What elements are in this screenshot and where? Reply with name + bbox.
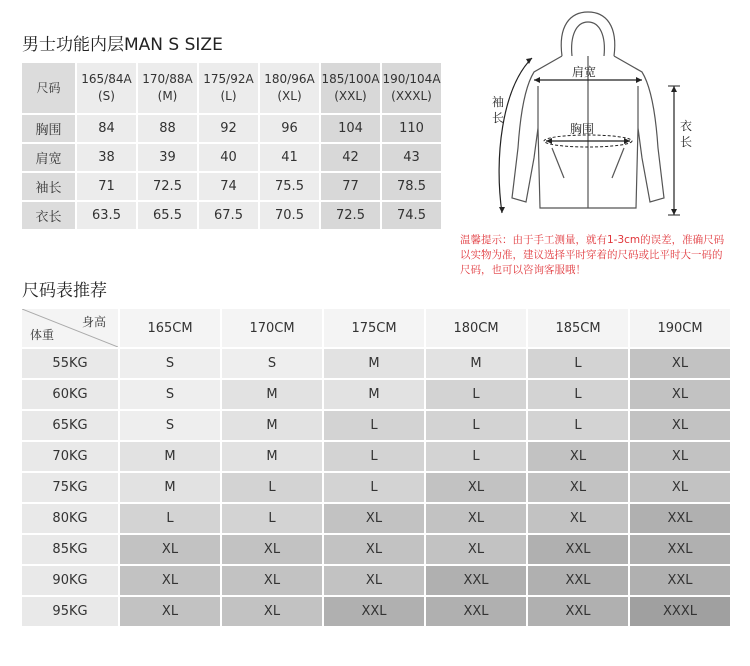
measurement-cell: 84	[77, 115, 136, 142]
chest-label: 胸围	[570, 122, 595, 136]
recommended-size-cell: XL	[426, 473, 526, 502]
recommended-size-cell: M	[120, 473, 220, 502]
weight-row	[22, 349, 730, 378]
recommended-size-cell: XL	[324, 504, 424, 533]
length-label-1: 衣	[680, 119, 693, 133]
size-column-header	[138, 63, 197, 113]
recommended-size-cell: XXL	[528, 597, 628, 626]
recommended-size-cell: XXL	[426, 597, 526, 626]
size-column-header	[77, 63, 136, 113]
measurement-cell: 78.5	[382, 173, 441, 200]
recommended-size-cell: L	[120, 504, 220, 533]
size-label: 170/88A	[142, 72, 193, 86]
recommended-size-cell: XL	[630, 442, 730, 471]
recommended-size-cell: XXL	[528, 535, 628, 564]
measurement-row-sleeve	[22, 173, 441, 200]
recommended-size-cell: L	[528, 349, 628, 378]
measurement-row-length	[22, 202, 441, 229]
recommended-size-cell: L	[426, 411, 526, 440]
measurement-cell: 65.5	[138, 202, 197, 229]
measurement-cell: 96	[260, 115, 319, 142]
measurement-cell: 63.5	[77, 202, 136, 229]
measurement-row-chest	[22, 115, 441, 142]
row-label: 肩宽	[22, 144, 75, 171]
measurement-cell: 67.5	[199, 202, 258, 229]
recommended-size-cell: XL	[630, 349, 730, 378]
recommended-size-cell: M	[426, 349, 526, 378]
length-label-2: 长	[680, 135, 693, 149]
jacket-measurement-diagram	[484, 8, 722, 223]
recommended-size-cell: L	[324, 442, 424, 471]
sleeve-label-1: 袖	[492, 95, 505, 109]
size-column-header	[382, 63, 441, 113]
height-header: 165CM	[120, 309, 220, 347]
weight-label: 75KG	[22, 473, 118, 502]
measurement-cell: 41	[260, 144, 319, 171]
measurement-cell: 70.5	[260, 202, 319, 229]
size-code: (M)	[157, 89, 178, 103]
recommended-size-cell: XXL	[630, 535, 730, 564]
recommended-size-cell: S	[120, 380, 220, 409]
row-label: 衣长	[22, 202, 75, 229]
weight-label: 95KG	[22, 597, 118, 626]
measurement-cell: 71	[77, 173, 136, 200]
size-column-header	[199, 63, 258, 113]
size-code: (S)	[98, 89, 115, 103]
measurement-cell: 75.5	[260, 173, 319, 200]
recommended-size-cell: M	[324, 349, 424, 378]
measurement-cell: 42	[321, 144, 380, 171]
recommended-size-cell: XL	[528, 504, 628, 533]
recommended-size-cell: XXL	[426, 566, 526, 595]
weight-row	[22, 597, 730, 626]
size-recommendation-table	[20, 307, 732, 628]
recommended-size-cell: L	[324, 411, 424, 440]
measurement-cell: 110	[382, 115, 441, 142]
size-chart-title: 男士功能内层MAN S SIZE	[22, 35, 223, 55]
recommended-size-cell: L	[426, 442, 526, 471]
recommended-size-cell: M	[324, 380, 424, 409]
weight-label: 55KG	[22, 349, 118, 378]
recommended-size-cell: S	[222, 349, 322, 378]
recommended-size-cell: XL	[222, 597, 322, 626]
size-column-header	[260, 63, 319, 113]
recommended-size-cell: L	[222, 473, 322, 502]
recommended-size-cell: XL	[120, 535, 220, 564]
weight-row	[22, 566, 730, 595]
weight-row	[22, 411, 730, 440]
size-label: 175/92A	[203, 72, 254, 86]
measurement-cell: 39	[138, 144, 197, 171]
size-chart-header-row	[22, 63, 441, 113]
recommended-size-cell: XL	[324, 566, 424, 595]
recommended-size-cell: XXL	[324, 597, 424, 626]
height-axis-label: 身高	[81, 315, 106, 329]
recommended-size-cell: XXL	[630, 566, 730, 595]
size-code: (XXXL)	[391, 89, 432, 103]
measurement-cell: 104	[321, 115, 380, 142]
recommended-size-cell: L	[426, 380, 526, 409]
size-label: 185/100A	[321, 72, 380, 86]
measurement-cell: 72.5	[321, 202, 380, 229]
measurement-cell: 88	[138, 115, 197, 142]
measurement-note: 温馨提示：由于手工测量，就有1-3cm的误差，准确尺码以实物为准，建议选择平时穿着的尺码或比平时大一码的尺码，也可以咨询客服哦！	[460, 234, 725, 276]
measurement-cell: 77	[321, 173, 380, 200]
sleeve-label-2: 长	[492, 111, 505, 125]
weight-row	[22, 535, 730, 564]
weight-row	[22, 504, 730, 533]
jacket-outline-icon	[512, 12, 664, 208]
recommended-size-cell: XXL	[630, 504, 730, 533]
corner-cell	[22, 309, 118, 347]
measurement-cell: 43	[382, 144, 441, 171]
weight-row	[22, 442, 730, 471]
row-label: 袖长	[22, 173, 75, 200]
height-header: 180CM	[426, 309, 526, 347]
shoulder-label: 肩宽	[572, 65, 597, 79]
measurement-cell: 74	[199, 173, 258, 200]
size-label: 180/96A	[264, 72, 315, 86]
recommended-size-cell: S	[120, 349, 220, 378]
recommended-size-cell: XL	[120, 566, 220, 595]
recommended-size-cell: XL	[222, 566, 322, 595]
recommended-size-cell: XL	[222, 535, 322, 564]
measurement-cell: 74.5	[382, 202, 441, 229]
recommended-size-cell: S	[120, 411, 220, 440]
recommended-size-cell: M	[222, 442, 322, 471]
weight-label: 90KG	[22, 566, 118, 595]
height-header: 175CM	[324, 309, 424, 347]
recommended-size-cell: M	[120, 442, 220, 471]
size-header-label: 尺码	[22, 63, 75, 113]
recommended-size-cell: XL	[324, 535, 424, 564]
recommended-size-cell: XXXL	[630, 597, 730, 626]
size-code: (L)	[220, 89, 237, 103]
size-label: 190/104A	[382, 72, 441, 86]
recommended-size-cell: L	[528, 411, 628, 440]
size-chart-table	[20, 61, 443, 231]
measurement-cell: 40	[199, 144, 258, 171]
recommended-size-cell: L	[222, 504, 322, 533]
recommended-size-cell: XL	[528, 442, 628, 471]
sleeve-arrow-icon	[499, 58, 532, 213]
recommended-size-cell: M	[222, 380, 322, 409]
recommended-size-cell: XL	[630, 411, 730, 440]
weight-label: 70KG	[22, 442, 118, 471]
height-header: 190CM	[630, 309, 730, 347]
measurement-cell: 72.5	[138, 173, 197, 200]
measurement-cell: 92	[199, 115, 258, 142]
weight-label: 60KG	[22, 380, 118, 409]
measurement-row-shoulder	[22, 144, 441, 171]
recommended-size-cell: L	[324, 473, 424, 502]
weight-row	[22, 473, 730, 502]
recommended-size-cell: XL	[120, 597, 220, 626]
size-label: 165/84A	[81, 72, 132, 86]
recommended-size-cell: XL	[426, 504, 526, 533]
weight-label: 65KG	[22, 411, 118, 440]
recommended-size-cell: L	[528, 380, 628, 409]
recommended-size-cell: M	[222, 411, 322, 440]
size-code: (XL)	[277, 89, 302, 103]
weight-axis-label: 体重	[30, 328, 55, 342]
height-header: 170CM	[222, 309, 322, 347]
size-code: (XXL)	[334, 89, 367, 103]
weight-label: 80KG	[22, 504, 118, 533]
measurement-cell: 38	[77, 144, 136, 171]
weight-label: 85KG	[22, 535, 118, 564]
recommended-size-cell: XL	[630, 380, 730, 409]
recommendation-title: 尺码表推荐	[22, 281, 107, 301]
weight-row	[22, 380, 730, 409]
size-column-header	[321, 63, 380, 113]
height-header-row	[22, 309, 730, 347]
height-header: 185CM	[528, 309, 628, 347]
recommended-size-cell: XL	[528, 473, 628, 502]
recommended-size-cell: XL	[630, 473, 730, 502]
recommended-size-cell: XXL	[528, 566, 628, 595]
row-label: 胸围	[22, 115, 75, 142]
recommended-size-cell: XL	[426, 535, 526, 564]
